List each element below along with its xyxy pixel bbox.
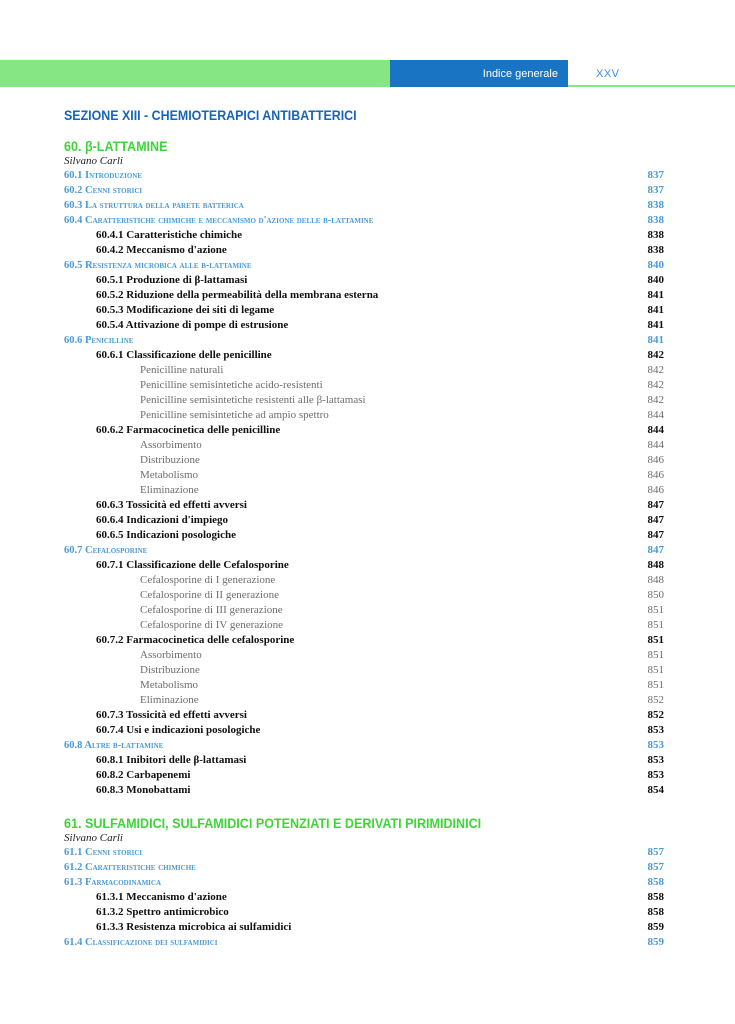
toc-entry-title: Penicilline naturali	[140, 364, 224, 376]
toc-entry-title: 60.1 Introduzione	[64, 170, 142, 181]
toc-entry-title: 60.6 Penicilline	[64, 335, 134, 346]
toc-entry-page: 838	[647, 199, 664, 211]
toc-entry-page: 851	[647, 619, 664, 631]
toc-entry-page: 857	[647, 846, 664, 858]
toc-subsection-entry	[64, 558, 664, 573]
toc-entry-page: 858	[647, 906, 664, 918]
toc-entry-title: 60.4.1 Caratteristiche chimiche	[96, 229, 243, 241]
toc-entry-title: 60.6.5 Indicazioni posologiche	[96, 529, 236, 541]
toc-entry-title: Distribuzione	[140, 454, 200, 466]
toc-section-entry	[64, 213, 664, 228]
toc-section-entry	[64, 198, 664, 213]
toc-topic-entry	[64, 573, 664, 588]
toc-entry-page: 851	[647, 679, 664, 691]
toc-entry-page: 847	[647, 514, 664, 526]
toc-entry-title: 60.6.4 Indicazioni d'impiego	[96, 514, 229, 526]
toc-entry-title: 60.5.2 Riduzione della permeabilità della membrana esterna	[96, 289, 379, 301]
toc-entry-title: 60.6.1 Classificazione delle penicilline	[96, 349, 272, 361]
toc-entry-title: 60.7.2 Farmacocinetica delle cefalosporine	[96, 634, 295, 646]
toc-entry-page: 838	[647, 244, 664, 256]
toc-entry-title: Cefalosporine di III generazione	[140, 604, 283, 616]
toc-entry-page: 848	[647, 559, 664, 571]
toc-entry-page: 852	[647, 694, 664, 706]
toc-topic-entry	[64, 648, 664, 663]
toc-entry-title: 60.5.4 Attivazione di pompe di estrusione	[96, 319, 289, 331]
toc-subsection-entry	[64, 228, 664, 243]
toc-subsection-entry	[64, 513, 664, 528]
toc-entry-page: 851	[647, 634, 664, 646]
toc-entry-page: 846	[647, 454, 664, 466]
toc-entry-page: 853	[647, 724, 664, 736]
page-header	[0, 60, 735, 87]
toc-entry-page: 841	[647, 319, 664, 331]
running-header-title: Indice generale	[482, 68, 558, 80]
toc-entry-page: 837	[647, 169, 664, 181]
toc-topic-entry	[64, 678, 664, 693]
toc-topic-entry	[64, 363, 664, 378]
toc-entry-page: 841	[647, 304, 664, 316]
toc-entry-title: 61.3.2 Spettro antimicrobico	[96, 906, 229, 918]
toc-entry-page: 853	[647, 754, 664, 766]
toc-subsection-entry	[64, 768, 664, 783]
chapter-author: Silvano Carli	[64, 832, 123, 844]
toc-entry-page: 858	[647, 891, 664, 903]
toc-entry-title: 60.6.3 Tossicità ed effetti avversi	[96, 499, 247, 511]
toc-entry-title: 60.5.1 Produzione di β-lattamasi	[96, 274, 248, 286]
toc-section-entry	[64, 860, 664, 875]
header-green-band	[0, 60, 390, 87]
toc-entry-title: Cefalosporine di II generazione	[140, 589, 279, 601]
toc-entry-title: 60.5 Resistenza microbica alle β-lattamine	[64, 260, 252, 271]
toc-entry-title: 61.3.1 Meccanismo d'azione	[96, 891, 227, 903]
chapter-author: Silvano Carli	[64, 155, 123, 167]
toc-entry-page: 847	[647, 499, 664, 511]
toc-entry-page: 842	[647, 349, 664, 361]
toc-topic-entry	[64, 408, 664, 423]
toc-subsection-entry	[64, 723, 664, 738]
toc-entry-title: Cefalosporine di IV generazione	[140, 619, 284, 631]
toc-subsection-entry	[64, 905, 664, 920]
toc-entry-page: 848	[647, 574, 664, 586]
toc-entry-title: Penicilline semisintetiche acido-resistenti	[140, 379, 323, 391]
toc-entry-title: 61.2 Caratteristiche chimiche	[64, 862, 196, 873]
toc-entry-title: 60.7 Cefalosporine	[64, 545, 148, 556]
toc-entry-page: 838	[647, 214, 664, 226]
chapter-60	[64, 139, 664, 798]
toc-entry-page: 841	[647, 289, 664, 301]
toc-section-entry	[64, 183, 664, 198]
toc-subsection-entry	[64, 920, 664, 935]
toc-entry-title: 60.8.2 Carbapenemi	[96, 769, 191, 781]
toc-entry-title: 60.5.3 Modificazione dei siti di legame	[96, 304, 275, 316]
toc-entry-page: 851	[647, 649, 664, 661]
toc-entry-title: Penicilline semisintetiche resistenti alle β-lattamasi	[140, 394, 366, 406]
toc-topic-entry	[64, 603, 664, 618]
toc-entry-page: 847	[647, 529, 664, 541]
toc-entry-title: 60.2 Cenni storici	[64, 185, 143, 196]
toc-topic-entry	[64, 438, 664, 453]
header-rule	[568, 85, 735, 87]
toc-subsection-entry	[64, 890, 664, 905]
toc-entry-page: 859	[647, 936, 664, 948]
toc-section-entry	[64, 875, 664, 890]
toc-entry-page: 840	[647, 259, 664, 271]
toc-entry-page: 846	[647, 484, 664, 496]
toc-section-entry	[64, 168, 664, 183]
toc-section-entry	[64, 543, 664, 558]
toc-topic-entry	[64, 483, 664, 498]
toc-section-entry	[64, 333, 664, 348]
toc-entry-title: 60.4.2 Meccanismo d'azione	[96, 244, 227, 256]
chapter-61	[64, 816, 664, 950]
toc-entry-title: Eliminazione	[140, 694, 199, 706]
toc-entry-title: Eliminazione	[140, 484, 199, 496]
toc-section-entry	[64, 845, 664, 860]
toc-subsection-entry	[64, 273, 664, 288]
toc-entry-title: 60.8.3 Monobattami	[96, 784, 191, 796]
toc-entry-page: 846	[647, 469, 664, 481]
toc-section-entry	[64, 935, 664, 950]
toc-entry-page: 850	[647, 589, 664, 601]
toc-entry-title: Metabolismo	[140, 469, 199, 481]
toc-entry-page: 853	[647, 739, 664, 751]
toc-entry-title: 60.4 Caratteristiche chimiche e meccanismo d'azione delle β-lattamine	[64, 215, 374, 226]
toc-topic-entry	[64, 453, 664, 468]
toc-entry-page: 852	[647, 709, 664, 721]
toc-entry-title: 60.8 Altre β-lattamine	[64, 740, 164, 751]
toc-entry-title: 60.7.1 Classificazione delle Cefalosporine	[96, 559, 289, 571]
toc-subsection-entry	[64, 498, 664, 513]
toc-entry-page: 838	[647, 229, 664, 241]
toc-entry-page: 851	[647, 604, 664, 616]
toc-entry-page: 842	[647, 394, 664, 406]
toc-entries	[64, 168, 664, 798]
toc-entry-page: 837	[647, 184, 664, 196]
toc-topic-entry	[64, 588, 664, 603]
toc-subsection-entry	[64, 423, 664, 438]
toc-entry-title: 61.1 Cenni storici	[64, 847, 143, 858]
toc-subsection-entry	[64, 288, 664, 303]
toc-entry-page: 844	[647, 424, 664, 436]
toc-subsection-entry	[64, 243, 664, 258]
toc-entry-title: 60.6.2 Farmacocinetica delle penicilline	[96, 424, 281, 436]
toc-entry-page: 857	[647, 861, 664, 873]
toc-topic-entry	[64, 663, 664, 678]
toc-entry-title: Assorbimento	[140, 649, 202, 661]
toc-subsection-entry	[64, 528, 664, 543]
toc-entry-page: 841	[647, 334, 664, 346]
toc-entry-page: 859	[647, 921, 664, 933]
toc-entry-title: 60.8.1 Inibitori delle β-lattamasi	[96, 754, 247, 766]
toc-entry-title: Cefalosporine di I generazione	[140, 574, 276, 586]
toc-entry-page: 842	[647, 379, 664, 391]
toc-subsection-entry	[64, 708, 664, 723]
chapter-title: 60. β-LATTAMINE	[64, 139, 168, 154]
toc-topic-entry	[64, 693, 664, 708]
toc-entry-page: 854	[647, 784, 664, 796]
toc-topic-entry	[64, 378, 664, 393]
toc-entry-page: 844	[647, 439, 664, 451]
section-heading: SEZIONE XIII - CHEMIOTERAPICI ANTIBATTERICI	[64, 108, 357, 123]
toc-entry-page: 842	[647, 364, 664, 376]
running-page-number: XXV	[596, 68, 620, 80]
toc-subsection-entry	[64, 633, 664, 648]
chapter-title: 61. SULFAMIDICI, SULFAMIDICI POTENZIATI E DERIVATI PIRIMIDINICI	[64, 816, 482, 831]
toc-entry-title: 61.3 Farmacodinamica	[64, 877, 162, 888]
toc-entry-title: Distribuzione	[140, 664, 200, 676]
toc-entry-page: 858	[647, 876, 664, 888]
toc-section-entry	[64, 258, 664, 273]
toc-entry-page: 851	[647, 664, 664, 676]
toc-subsection-entry	[64, 348, 664, 363]
toc-entry-title: 61.3.3 Resistenza microbica ai sulfamidici	[96, 921, 292, 933]
toc-section-entry	[64, 738, 664, 753]
toc-entry-page: 844	[647, 409, 664, 421]
toc-topic-entry	[64, 468, 664, 483]
toc-subsection-entry	[64, 318, 664, 333]
toc-subsection-entry	[64, 303, 664, 318]
toc-entry-title: Assorbimento	[140, 439, 202, 451]
toc-entry-title: Metabolismo	[140, 679, 199, 691]
toc-topic-entry	[64, 618, 664, 633]
toc-subsection-entry	[64, 783, 664, 798]
toc-entry-title: 60.7.4 Usi e indicazioni posologiche	[96, 724, 261, 736]
toc-entry-page: 853	[647, 769, 664, 781]
toc-topic-entry	[64, 393, 664, 408]
toc-entry-title: 60.7.3 Tossicità ed effetti avversi	[96, 709, 247, 721]
toc-entry-title: 60.3 La struttura della parete batterica	[64, 200, 244, 211]
toc-entry-title: Penicilline semisintetiche ad ampio spettro	[140, 409, 329, 421]
toc-subsection-entry	[64, 753, 664, 768]
toc-entry-title: 61.4 Classificazione dei sulfamidici	[64, 937, 218, 948]
toc-entries	[64, 845, 664, 950]
toc-entry-page: 847	[647, 544, 664, 556]
toc-entry-page: 840	[647, 274, 664, 286]
